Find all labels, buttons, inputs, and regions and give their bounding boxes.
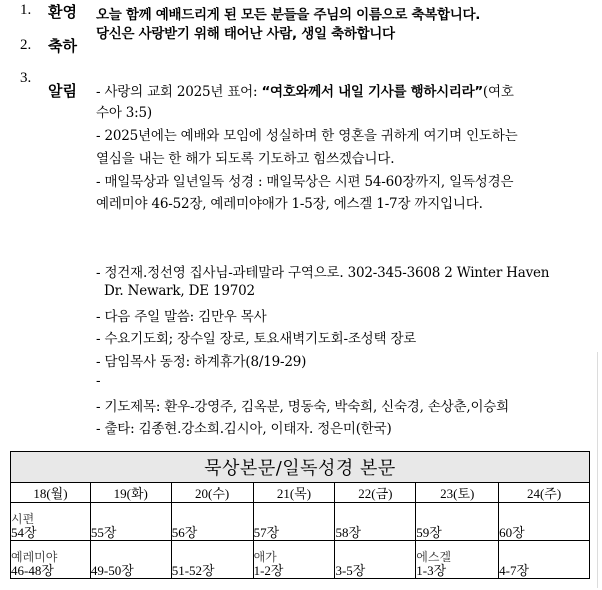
prayer-requests: - 기도제목: 환우-강영주, 김옥분, 명동숙, 박숙희, 신숙경, 손상춘,이승희	[96, 399, 509, 415]
chapter: 49-50장	[90, 563, 134, 578]
meditation-cell	[335, 503, 416, 541]
prayer-meeting-leaders: - 수요기도회; 장수일 장로, 토요새벽기도회-조성택 장로	[96, 331, 417, 347]
chapter: 4-7장	[499, 563, 530, 578]
chapter: 60장	[499, 525, 525, 540]
bible-cell	[499, 541, 590, 579]
chapter: 46-48장	[11, 563, 54, 578]
day-cell: 22(금)	[335, 483, 416, 503]
chapter: 1-2장	[253, 563, 284, 578]
next-preacher: - 다음 주일 말씀: 김만우 목사	[96, 309, 267, 325]
meditation-cell	[253, 503, 335, 541]
bible-cell	[416, 541, 499, 579]
bible-cell	[335, 541, 416, 579]
reading-line-2: 예레미야 46-52장, 예레미야애가 1-5장, 에스겔 1-7장 까지입니다.	[96, 196, 483, 212]
goal-line-2: 열심을 내는 한 해가 되도록 기도하고 힘쓰겠습니다.	[96, 151, 395, 167]
motto-verse: “여호와께서 내일 기사를 행하시리라”	[261, 84, 483, 100]
meditation-row	[11, 503, 590, 541]
chapter: 57장	[253, 525, 280, 540]
book-name: 에스겔	[416, 550, 452, 564]
reading-line-1: - 매일묵상과 일년일독 성경 : 매일묵상은 시편 54-60장까지, 일독성경은	[96, 174, 514, 190]
schedule-title: 묵상본문/일독성경 본문	[11, 452, 590, 483]
welcome-text: 오늘 함께 예배드리게 된 모든 분들을 주님의 이름으로 축복합니다.	[96, 7, 481, 23]
item-2-heading: 축하	[48, 37, 77, 55]
day-cell: 24(주)	[499, 483, 590, 503]
motto-continuation: 수아 3:5)	[96, 105, 152, 121]
pastor-news: - 담임목사 동정: 하계휴가(8/19-29)	[96, 354, 307, 370]
chapter: 1-3장	[416, 563, 447, 578]
goal-line-1: - 2025년에는 예배와 모임에 성실하며 한 영혼을 귀하게 여기며 인도하는	[96, 128, 518, 144]
congrats-text: 당신은 사랑받기 위해 태어난 사람, 생일 축하합니다	[96, 26, 395, 42]
day-cell: 19(화)	[90, 483, 171, 503]
chapter: 59장	[416, 525, 442, 540]
chapter: 56장	[171, 525, 198, 540]
item-2-number: 2.	[20, 37, 32, 53]
day-cell: 21(목)	[253, 483, 335, 503]
item-3-heading: 알림	[48, 82, 77, 100]
chapter: 3-5장	[335, 563, 366, 578]
chapter: 58장	[335, 525, 361, 540]
motto-suffix: (여호	[482, 84, 514, 100]
meditation-cell	[416, 503, 499, 541]
bible-cell	[11, 541, 91, 579]
move-line-1: - 정건재.정선영 집사님-과테말라 구역으로. 302-345-3608 2 Winter Haven	[96, 265, 550, 281]
schedule-title-row	[11, 452, 590, 483]
chapter: 55장	[90, 525, 117, 540]
chapter: 54장	[11, 525, 37, 540]
motto-line	[96, 80, 514, 100]
bible-cell	[90, 541, 171, 579]
page-edge-divider	[597, 352, 598, 588]
day-cell: 20(수)	[171, 483, 253, 503]
book-name: 예레미야	[11, 550, 58, 564]
blank-bullet: -	[96, 373, 101, 389]
meditation-cell	[90, 503, 171, 541]
move-line-2: Dr. Newark, DE 19702	[104, 283, 255, 299]
day-header-row	[11, 483, 590, 503]
motto-prefix: - 사랑의 교회 2025년 표어:	[96, 84, 262, 100]
item-3-number: 3.	[20, 70, 32, 86]
day-cell: 23(토)	[416, 483, 499, 503]
meditation-cell	[171, 503, 253, 541]
item-1-heading: 환영	[48, 3, 77, 21]
travel-notice: - 출타: 김종현.강소희.김시아, 이태자. 정은미(한국)	[96, 421, 392, 437]
bible-cell	[253, 541, 335, 579]
book-name: 애가	[253, 550, 277, 564]
chapter: 51-52장	[171, 563, 215, 578]
bible-cell	[171, 541, 253, 579]
book-name: 시편	[11, 512, 35, 526]
meditation-cell	[499, 503, 590, 541]
meditation-cell	[11, 503, 91, 541]
bible-reading-row	[11, 541, 590, 579]
schedule-table	[10, 451, 590, 579]
item-1-number: 1.	[20, 2, 32, 18]
day-cell: 18(월)	[11, 483, 91, 503]
